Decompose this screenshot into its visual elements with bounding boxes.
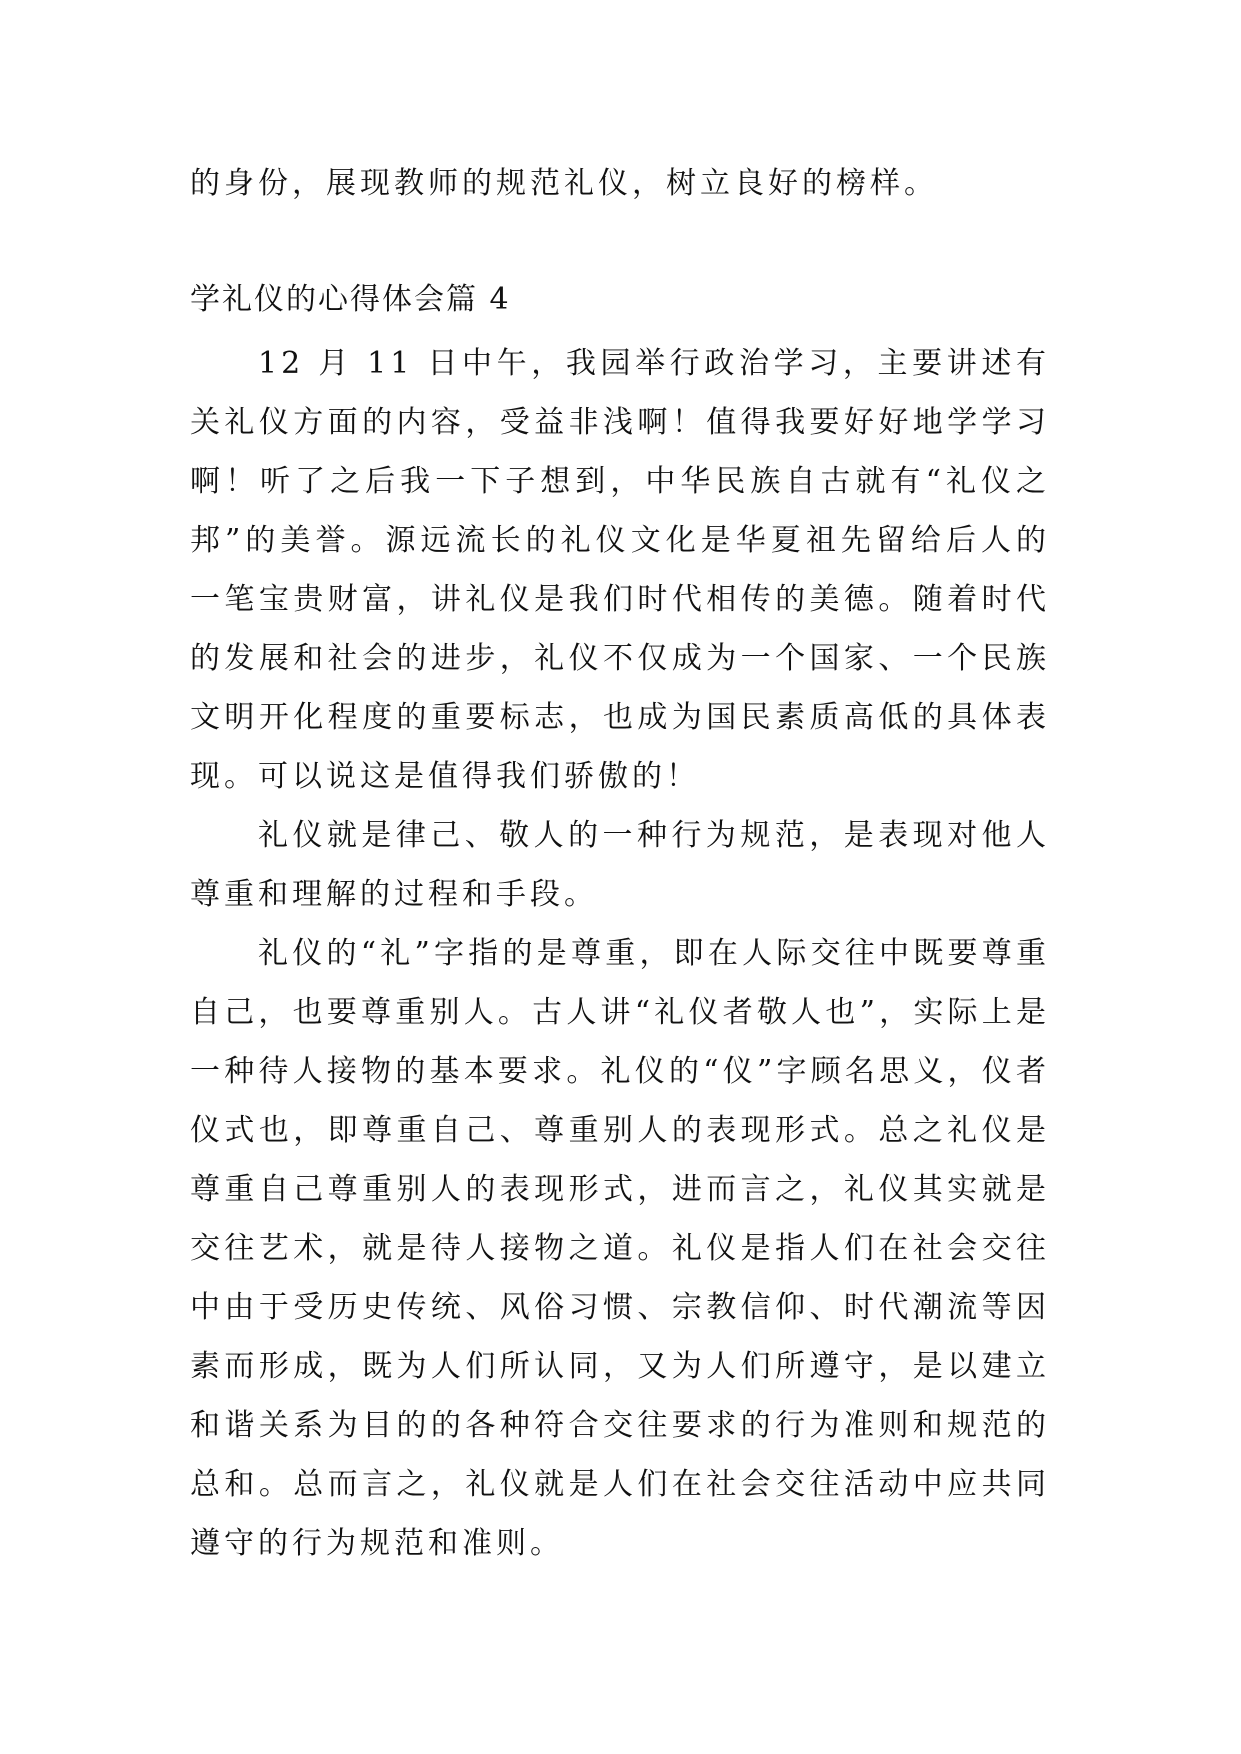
paragraph: 礼仪就是律己、敬人的一种行为规范，是表现对他人尊重和理解的过程和手段。 (190, 818, 1050, 912)
paragraph: 礼仪的“礼”字指的是尊重，即在人际交往中既要尊重自己，也要尊重别人。古人讲“礼仪者敬人也”，实际上是一种待人接物的基本要求。礼仪的“仪”字顾名思义，仪者仪式也，即尊重自己、尊重别人的表现形式。总之礼仪是尊重自己尊重别人的表现形式，进而言之，礼仪其实就是交往艺术，就是待人接物之道。礼仪是指人们在社会交往中由于受历史传统、风俗习惯、宗教信仰、时代潮流等因素而形成，既为人们所认同，又为人们所遵守，是以建立和谐关系为目的的各种符合交往要求的行为准则和规范的总和。总而言之，礼仪就是人们在社会交往活动中应共同遵守的行为规范和准则。 (190, 936, 1050, 1561)
paragraph: 12 月 11 日中午，我园举行政治学习，主要讲述有关礼仪方面的内容，受益非浅啊！值得我要好好地学学习啊！听了之后我一下子想到，中华民族自古就有“礼仪之邦”的美誉。源远流长的礼仪文化是华夏祖先留给后人的一笔宝贵财富，讲礼仪是我们时代相传的美德。随着时代的发展和社会的进步，礼仪不仅成为一个国家、一个民族文明开化程度的重要标志，也成为国民素质高低的具体表现。可以说这是值得我们骄傲的！ (190, 346, 1050, 794)
document-body (190, 334, 1050, 1573)
continuation-paragraph: 的身份，展现教师的规范礼仪，树立良好的榜样。 (190, 166, 938, 201)
section-title: 学礼仪的心得体会篇 4 (190, 282, 511, 317)
